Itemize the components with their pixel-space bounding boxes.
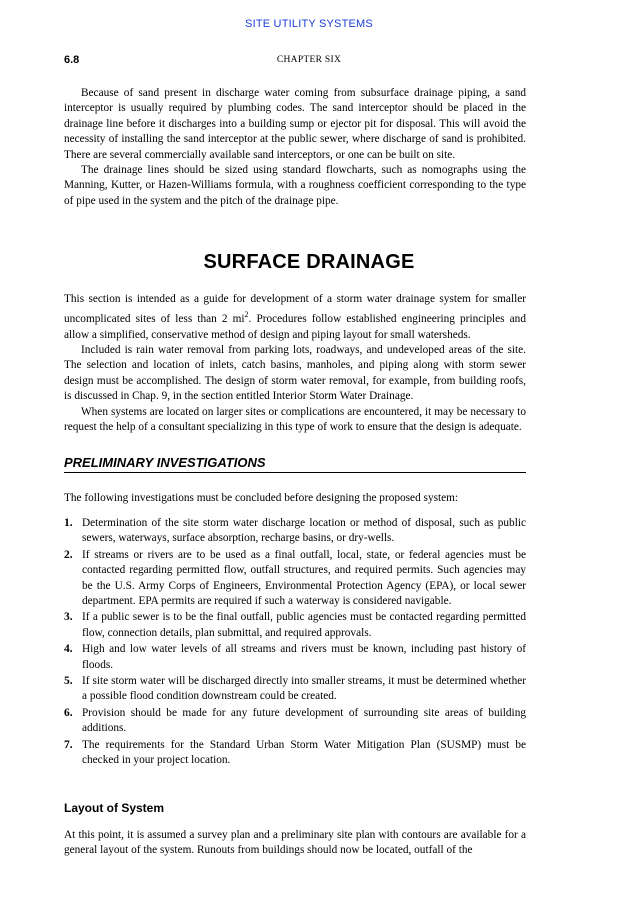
investigations-intro [64,491,526,506]
investigations-list [64,516,526,770]
list-text: If a public sewer is to be the final outfall, public agencies must be contacted regarding permitted flow, connection details, plan submittal, and required approvals. [82,611,526,639]
section-heading: SURFACE DRAINAGE [203,251,415,273]
intro-block [64,86,526,209]
layout-block [64,828,526,859]
running-title: SITE UTILITY SYSTEMS [245,18,373,30]
list-item [64,610,526,641]
list-text: If site storm water will be discharged directly into smaller streams, it must be determined whether a possible flood condition downstream could be created. [82,675,526,703]
list-number: 1. [64,517,73,529]
chapter-label: CHAPTER SIX [276,55,342,65]
list-item [64,642,526,673]
subsection-heading: PRELIMINARY INVESTIGATIONS [64,455,526,473]
list-number: 4. [64,643,73,656]
superscript: 2 [244,310,249,320]
list-text: The requirements for the Standard Urban Storm Water Mitigation Plan (SUSMP) must be checked in your project location. [82,738,526,767]
paragraph: The drainage lines should be sized using standard flowcharts, such as nomographs using the Manning, Kutter, or Hazen-Williams formula, with a roughness coefficient corresponding to the type of pipe used in the system and the pitch of the drainage pipe. [64,164,526,207]
list-number: 3. [64,611,73,624]
list-number: 2. [64,548,73,561]
list-item [64,706,526,737]
list-number: 6. [64,706,73,719]
list-item [64,738,526,769]
list-text: Determination of the site storm water discharge location or method of disposal, such as public sewers, waterways, surface absorption, recharge basins, or dry-wells. [82,517,526,545]
list-text: If streams or rivers are to be used as a final outfall, local, state, or federal agencies must be contacted regarding permitted flow, outfall structures, and required permits. Such agencies may be the U.S. Army Corps of Engineers, Environmental Protection Agency (EPA), or local sewer department. EPA permits are required if such a waterway is considered navigable. [82,548,526,608]
paragraph-text: This section is intended as a guide for development of a storm water drainage system for smaller uncomplicated sites of less than 2 mi [64,293,526,326]
surface-drainage-block [64,292,526,435]
list-text: High and low water levels of all streams and rivers must be known, including past history of floods. [82,643,526,671]
list-text: Provision should be made for any future development of surrounding site areas of building additions. [82,706,526,735]
paragraph [64,292,526,343]
list-number: 7. [64,738,73,751]
paragraph: Included is rain water removal from parking lots, roadways, and undeveloped areas of the site. The selection and location of inlets, catch basins, manholes, and piping along with storm sewer design must be accomplished. The design of storm water removal, for example, from building roofs, is discussed in Chap. 9, in the section entitled Interior Storm Water Drainage. [64,343,526,403]
list-item [64,516,526,547]
paragraph: The following investigations must be concluded before designing the proposed system: [64,492,459,504]
paragraph: When systems are located on larger sites or complications are encountered, it may be necessary to request the help of a consultant specializing in this type of work to ensure that the design is adequate. [64,405,526,434]
page-number: 6.8 [64,54,80,66]
list-item [64,674,526,705]
paragraph: At this point, it is assumed a survey plan and a preliminary site plan with contours are available for a general layout of the system. Runouts from buildings should now be located, outfall of the [64,829,526,857]
paragraph-text: . Procedures follow established engineering principles and allow a simplified, conservative method of design and piping layout for small watersheds. [64,313,526,341]
paragraph: Because of sand present in discharge water coming from subsurface drainage piping, a sand interceptor is usually required by plumbing codes. The sand interceptor should be placed in the drainage line before it discharges into a building sump or ejector pit for disposal. This will avoid the necessity of installing the sand interceptor at the public sewer, where discharge of sand is prohibited. There are several commercially available sand interceptors, or one can be built on site. [64,87,526,161]
list-item [64,548,526,610]
list-number: 5. [64,675,73,688]
layout-heading: Layout of System [64,801,165,815]
